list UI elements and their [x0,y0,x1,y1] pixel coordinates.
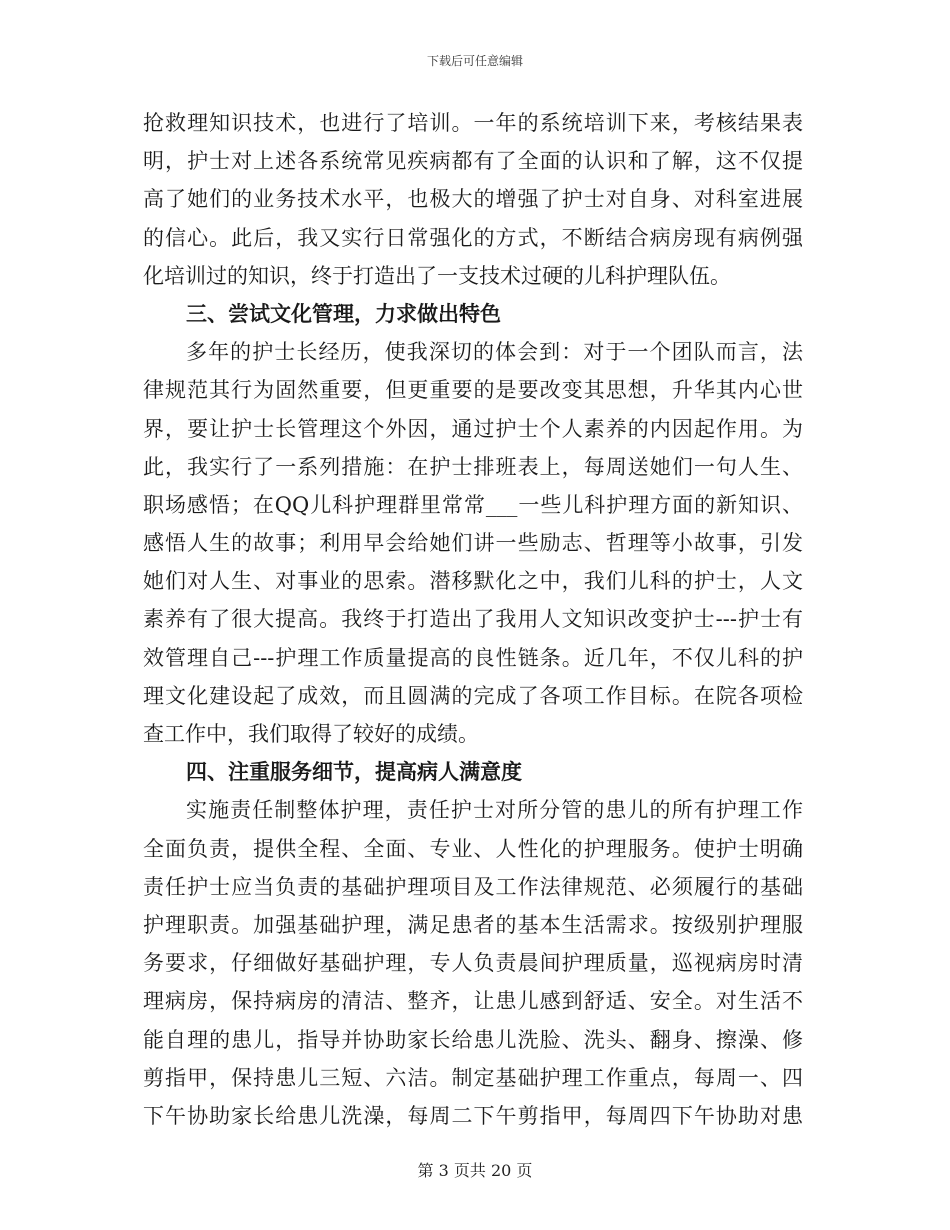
paragraph-line: 护理职责。加强基础护理，满足患者的基本生活需求。按级别护理服 [143,912,803,937]
paragraph-line: 高了她们的业务技术水平，也极大的增强了护士对自身、对科室进展 [143,187,803,212]
paragraph-line: 明，护士对上述各系统常见疾病都有了全面的认识和了解，这不仅提 [143,149,803,174]
paragraph-line: 多年的护士长经历，使我深切的体会到：对于一个团队而言，法 [186,340,803,365]
paragraph-line: 感悟人生的故事；利用早会给她们讲一些励志、哲理等小故事，引发 [143,531,803,556]
paragraph-line: 素养有了很大提高。我终于打造出了我用人文知识改变护士---护士有 [143,607,803,632]
page-header: 下载后可任意编辑 [426,54,523,68]
paragraph-line: 化培训过的知识，终于打造出了一支技术过硬的儿科护理队伍。 [143,263,731,288]
paragraph-line: 她们对人生、对事业的思索。潜移默化之中，我们儿科的护士，人文 [143,569,803,594]
paragraph-line: 理文化建设起了成效，而且圆满的完成了各项工作目标。在院各项检 [143,683,803,708]
section-heading: 四、注重服务细节，提高病人满意度 [186,760,522,785]
paragraph-line: 效管理自己---护理工作质量提高的良性链条。近几年，不仅儿科的护 [143,645,803,670]
paragraph-line: 务要求，仔细做好基础护理，专人负责晨间护理质量，巡视病房时清 [143,951,803,976]
page-footer: 第 3 页共 20 页 [417,1161,533,1180]
paragraph-line: 律规范其行为固然重要，但更重要的是要改变其思想，升华其内心世 [143,378,803,403]
paragraph-line: 职场感悟；在QQ儿科护理群里常常___一些儿科护理方面的新知识、 [143,492,803,517]
paragraph-line: 全面负责，提供全程、全面、专业、人性化的护理服务。使护士明确 [143,836,803,861]
paragraph-line: 查工作中，我们取得了较好的成绩。 [143,722,479,746]
paragraph-line: 责任护士应当负责的基础护理项目及工作法律规范、必须履行的基础 [143,874,803,899]
paragraph-line: 抢救理知识技术，也进行了培训。一年的系统培训下来，考核结果表 [143,111,803,135]
document-body [143,104,803,1135]
paragraph-line: 此，我实行了一系列措施：在护士排班表上，每周送她们一句人生、 [143,454,803,479]
paragraph-line: 下午协助家长给患儿洗澡，每周二下午剪指甲，每周四下午协助对患 [143,1103,803,1128]
paragraph-line: 剪指甲，保持患儿三短、六洁。制定基础护理工作重点，每周一、四 [143,1065,803,1090]
paragraph-line: 实施责任制整体护理，责任护士对所分管的患儿的所有护理工作 [186,798,803,823]
section-heading: 三、尝试文化管理，力求做出特色 [186,301,501,326]
paragraph-line: 理病房，保持病房的清洁、整齐，让患儿感到舒适、安全。对生活不 [143,989,803,1014]
paragraph-line: 的信心。此后，我又实行日常强化的方式，不断结合病房现有病例强 [143,225,803,250]
paragraph-line: 界，要让护士长管理这个外因，通过护士个人素养的内因起作用。为 [143,416,803,441]
paragraph-line: 能自理的患儿，指导并协助家长给患儿洗脸、洗头、翻身、擦澡、修 [143,1027,803,1052]
